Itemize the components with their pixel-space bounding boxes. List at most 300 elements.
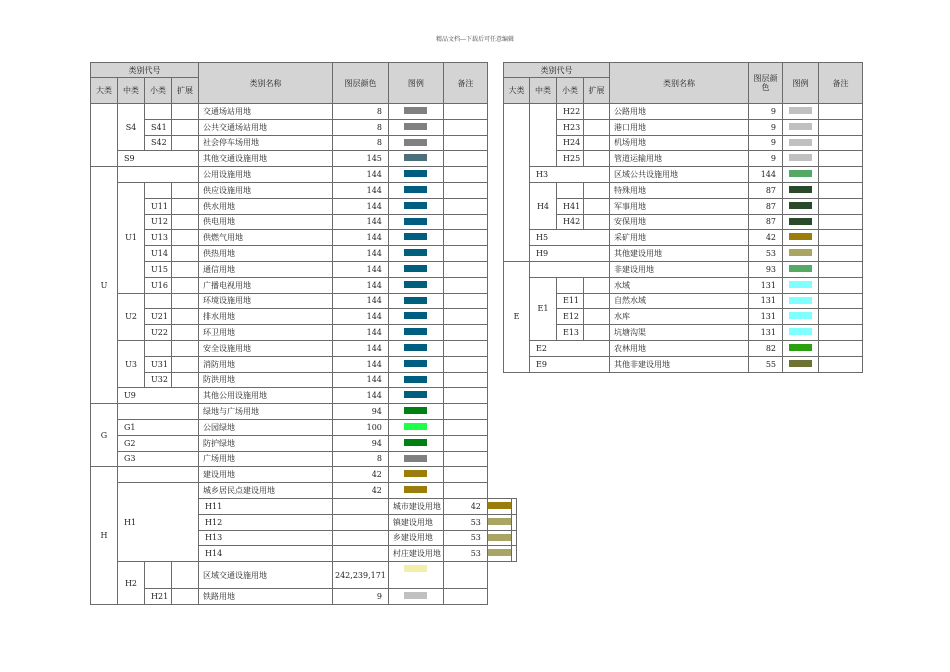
table-row [91,246,517,262]
note-cell [819,151,863,167]
legend-cell [388,325,443,341]
legend-cell [388,404,443,420]
legend-swatch [789,233,812,240]
layer-color-cell: 144 [333,356,389,372]
table-row [91,451,517,467]
note-cell [819,356,863,372]
layer-color-cell: 144 [333,325,389,341]
ext-code-cell [172,277,199,293]
legend-swatch [404,565,427,572]
category-name-cell: 水库 [610,309,749,325]
ext-code-cell [584,277,610,293]
note-cell [443,151,487,167]
legend-swatch [789,328,812,335]
layer-color-cell: 144 [333,261,389,277]
layer-color-cell: 94 [333,404,389,420]
legend-header: 图例 [388,63,443,104]
table-row [504,261,863,277]
table-row [91,404,517,420]
major-code-cell [504,104,530,262]
category-name-cell: 广播电视用地 [199,277,333,293]
note-cell [443,419,487,435]
ext-code-cell [584,104,610,120]
legend-cell [783,119,819,135]
layer-color-cell: 53 [443,514,487,530]
major-header: 大类 [504,78,530,104]
legend-swatch [404,281,427,288]
ext-code-cell [172,198,199,214]
mid-code-cell [530,104,557,167]
ext-code-cell [172,246,199,262]
category-name-cell: 建设用地 [199,467,333,483]
ext-code-cell [172,261,199,277]
mid-code-cell: U9 [118,388,199,404]
table-row [504,277,863,293]
note-cell [443,230,487,246]
note-cell [819,293,863,309]
layer-color-cell: 131 [749,309,783,325]
minor-code-cell: U11 [145,198,172,214]
legend-swatch [789,202,812,209]
table-row [91,167,517,183]
layer-color-cell: 8 [333,451,389,467]
mid-code-cell: H3 [530,167,610,183]
layer-color-cell: 144 [333,309,389,325]
note-header: 备注 [819,63,863,104]
category-name-cell: 其他非建设用地 [610,356,749,372]
minor-code-cell: H22 [557,104,584,120]
note-cell [443,388,487,404]
legend-swatch [404,139,427,146]
ext-code-cell [584,214,610,230]
legend-cell [388,261,443,277]
layer-color-cell: 144 [333,293,389,309]
ext-code-cell [172,356,199,372]
category-name-cell: 军事用地 [610,198,749,214]
category-name-cell: 供电用地 [199,214,333,230]
major-code-cell: G [91,404,118,467]
legend-cell [388,340,443,356]
note-cell [819,325,863,341]
category-name-cell: 交通场站用地 [199,104,333,120]
minor-code-cell: H12 [199,514,333,530]
minor-code-cell: H24 [557,135,584,151]
note-cell [819,309,863,325]
mid-code-cell: S4 [118,104,145,151]
layer-color-cell: 53 [749,246,783,262]
minor-code-cell: S41 [145,119,172,135]
category-name-cell: 铁路用地 [199,589,333,605]
legend-swatch [404,360,427,367]
table-row [504,198,863,214]
mid-header: 中类 [530,78,557,104]
mid-code-cell: G3 [118,451,199,467]
minor-code-cell: U21 [145,309,172,325]
table-row [91,293,517,309]
note-cell [443,293,487,309]
category-name-cell: 环境设施用地 [199,293,333,309]
category-name-cell: 其他公用设施用地 [199,388,333,404]
table-row [91,261,517,277]
category-name-cell: 公路用地 [610,104,749,120]
layer-color-cell: 144 [333,230,389,246]
layer-color-cell: 144 [333,372,389,388]
legend-swatch [488,502,511,509]
table-row [504,214,863,230]
category-name-cell: 区域交通设施用地 [199,562,333,589]
table-row [504,104,863,120]
legend-cell [783,309,819,325]
legend-cell [783,198,819,214]
note-cell [443,119,487,135]
note-cell [443,467,487,483]
layer-color-cell: 9 [749,104,783,120]
legend-swatch [789,186,812,193]
ext-header: 扩展 [584,78,610,104]
mid-code-cell: H2 [118,562,145,605]
minor-header: 小类 [557,78,584,104]
category-name-cell: 自然水域 [610,293,749,309]
table-row [504,325,863,341]
mid-code-cell: U1 [118,182,145,293]
minor-code-cell: E12 [557,309,584,325]
note-cell [443,277,487,293]
ext-code-cell [172,340,199,356]
minor-code-cell [557,182,584,198]
note-cell [443,182,487,198]
minor-code-cell: H14 [199,546,333,562]
table-row [504,356,863,372]
legend-swatch [789,312,812,319]
legend-swatch [789,154,812,161]
minor-code-cell: H42 [557,214,584,230]
legend-swatch [404,439,427,446]
note-cell [819,119,863,135]
minor-code-cell: E13 [557,325,584,341]
legend-cell [388,562,443,589]
note-cell [443,483,487,499]
legend-swatch [488,549,511,556]
note-header: 备注 [443,63,487,104]
layer-color-cell: 144 [333,277,389,293]
table-row [504,119,863,135]
legend-cell [783,246,819,262]
ext-code-cell [172,309,199,325]
minor-code-cell: H21 [145,589,172,605]
note-cell [443,562,487,589]
note-cell [443,261,487,277]
legend-swatch [789,265,812,272]
minor-code-cell [145,340,172,356]
legend-swatch [404,312,427,319]
layer-color-cell: 100 [333,419,389,435]
ext-code-cell [172,325,199,341]
legend-cell [783,325,819,341]
legend-swatch [404,107,427,114]
note-cell [819,182,863,198]
code-group-header: 类别代号 [91,63,199,78]
legend-swatch [789,218,812,225]
category-name-cell: 城市建设用地 [388,498,443,514]
legend-cell [388,230,443,246]
table-row [91,356,517,372]
mid-code-cell [118,467,199,483]
ext-code-cell [333,498,389,514]
note-cell [443,167,487,183]
legend-swatch [404,455,427,462]
table-row [91,325,517,341]
mid-code-cell: S9 [118,151,199,167]
category-name-cell: 非建设用地 [610,261,749,277]
layer-color-cell: 9 [749,135,783,151]
category-name-cell: 防洪用地 [199,372,333,388]
minor-code-cell: H25 [557,151,584,167]
legend-cell [783,293,819,309]
minor-code-cell: U13 [145,230,172,246]
legend-swatch [789,123,812,130]
table-row [504,135,863,151]
color-header: 图层颜色 [333,63,389,104]
page-header: 精品文档---下载后可任意编辑 [435,36,515,43]
note-cell [443,356,487,372]
layer-color-cell: 144 [333,214,389,230]
category-name-cell: 社会停车场用地 [199,135,333,151]
note-cell [819,104,863,120]
legend-cell [388,372,443,388]
minor-code-cell [145,104,172,120]
legend-swatch [789,344,812,351]
legend-swatch [789,360,812,367]
layer-color-cell: 42 [333,467,389,483]
minor-code-cell: U32 [145,372,172,388]
legend-cell [388,435,443,451]
layer-color-cell: 145 [333,151,389,167]
legend-cell [388,167,443,183]
note-cell [443,589,487,605]
note-cell [819,246,863,262]
mid-code-cell: G2 [118,435,199,451]
major-header: 大类 [91,78,118,104]
layer-color-cell: 87 [749,182,783,198]
category-name-cell: 镇建设用地 [388,514,443,530]
mid-code-cell: E9 [530,356,610,372]
ext-code-cell [172,119,199,135]
table-row [91,435,517,451]
layer-color-cell: 8 [333,135,389,151]
layer-color-cell: 144 [749,167,783,183]
category-name-cell: 排水用地 [199,309,333,325]
layer-color-cell: 144 [333,340,389,356]
legend-cell [388,198,443,214]
minor-code-cell [145,182,172,198]
layer-color-cell: 42 [333,483,389,499]
note-cell [819,277,863,293]
table-row [504,230,863,246]
ext-code-cell [584,309,610,325]
ext-code-cell [172,293,199,309]
category-name-cell: 农林用地 [610,340,749,356]
legend-swatch [404,297,427,304]
mid-code-cell: U2 [118,293,145,340]
legend-cell [388,246,443,262]
ext-header: 扩展 [172,78,199,104]
legend-cell [388,483,443,499]
mid-code-cell [118,167,199,183]
category-name-cell: 安全设施用地 [199,340,333,356]
layer-color-cell: 53 [443,546,487,562]
ext-code-cell [584,119,610,135]
legend-swatch [404,170,427,177]
legend-swatch [404,592,427,599]
layer-color-cell: 131 [749,293,783,309]
category-name-cell: 防护绿地 [199,435,333,451]
note-cell [443,340,487,356]
major-code-cell [91,104,118,167]
legend-header: 图例 [783,63,819,104]
legend-swatch [404,376,427,383]
layer-color-cell: 82 [749,340,783,356]
category-name-cell: 城乡居民点建设用地 [199,483,333,499]
layer-color-cell: 131 [749,277,783,293]
ext-code-cell [172,104,199,120]
note-cell [819,340,863,356]
layer-color-cell: 144 [333,246,389,262]
mid-code-cell: E2 [530,340,610,356]
note-cell [443,198,487,214]
ext-code-cell [584,182,610,198]
note-cell [511,530,516,546]
minor-header: 小类 [145,78,172,104]
table-row [504,309,863,325]
mid-code-cell: E1 [530,277,557,340]
legend-swatch [404,265,427,272]
note-cell [819,230,863,246]
legend-cell [783,167,819,183]
legend-swatch [404,186,427,193]
category-name-cell: 供水用地 [199,198,333,214]
ext-code-cell [172,214,199,230]
category-name-cell: 管道运输用地 [610,151,749,167]
major-code-cell: E [504,261,530,372]
major-code-cell: U [91,167,118,404]
table-row [91,340,517,356]
note-cell [443,214,487,230]
table-row [504,340,863,356]
note-cell [819,167,863,183]
minor-code-cell: U15 [145,261,172,277]
mid-code-cell: H4 [530,182,557,229]
minor-code-cell: E11 [557,293,584,309]
mid-code-cell: H9 [530,246,610,262]
mid-code-cell: G1 [118,419,199,435]
mid-code-cell: H5 [530,230,610,246]
table-row [91,562,517,589]
minor-code-cell: U12 [145,214,172,230]
layer-color-cell: 9 [749,119,783,135]
table-row [91,104,517,120]
legend-cell [388,214,443,230]
ext-code-cell [333,530,389,546]
category-name-cell: 其他建设用地 [610,246,749,262]
legend-swatch [404,218,427,225]
table-row [504,167,863,183]
minor-code-cell: S42 [145,135,172,151]
legend-swatch [404,344,427,351]
legend-cell [783,151,819,167]
legend-cell [487,530,511,546]
legend-swatch [488,534,511,541]
legend-swatch [789,139,812,146]
legend-swatch [404,233,427,240]
legend-cell [783,135,819,151]
legend-cell [388,151,443,167]
category-name-cell: 机场用地 [610,135,749,151]
legend-cell [388,388,443,404]
note-cell [819,198,863,214]
layer-color-cell: 87 [749,198,783,214]
note-cell [819,135,863,151]
ext-code-cell [584,198,610,214]
note-cell [443,309,487,325]
legend-swatch [404,423,427,430]
category-name-cell: 采矿用地 [610,230,749,246]
name-header: 类别名称 [610,63,749,104]
legend-cell [783,340,819,356]
legend-cell [388,309,443,325]
minor-code-cell: U14 [145,246,172,262]
land-use-table-right [503,62,863,373]
legend-cell [388,277,443,293]
legend-cell [388,182,443,198]
note-cell [511,498,516,514]
layer-color-cell: 9 [749,151,783,167]
category-name-cell: 村庄建设用地 [388,546,443,562]
table-row [91,214,517,230]
minor-code-cell: H41 [557,198,584,214]
table-row [91,151,517,167]
ext-code-cell [172,372,199,388]
category-name-cell: 供燃气用地 [199,230,333,246]
ext-code-cell [172,230,199,246]
minor-code-cell: U16 [145,277,172,293]
legend-swatch [488,518,511,525]
legend-swatch [404,391,427,398]
layer-color-cell: 87 [749,214,783,230]
legend-cell [388,104,443,120]
note-cell [443,325,487,341]
layer-color-cell: 9 [333,589,389,605]
minor-code-cell: H23 [557,119,584,135]
mid-code-cell: H1 [118,483,199,562]
ext-code-cell [172,562,199,589]
table-row [91,119,517,135]
layer-color-cell: 242,239,171 [333,562,389,589]
layer-color-cell: 42 [443,498,487,514]
legend-cell [388,467,443,483]
legend-cell [388,451,443,467]
legend-swatch [404,486,427,493]
mid-header: 中类 [118,78,145,104]
legend-cell [783,277,819,293]
table-row [91,388,517,404]
table-row [91,589,517,605]
minor-code-cell [145,293,172,309]
legend-cell [388,135,443,151]
layer-color-cell: 144 [333,198,389,214]
legend-cell [487,514,511,530]
mid-code-cell [530,261,610,277]
category-name-cell: 公园绿地 [199,419,333,435]
